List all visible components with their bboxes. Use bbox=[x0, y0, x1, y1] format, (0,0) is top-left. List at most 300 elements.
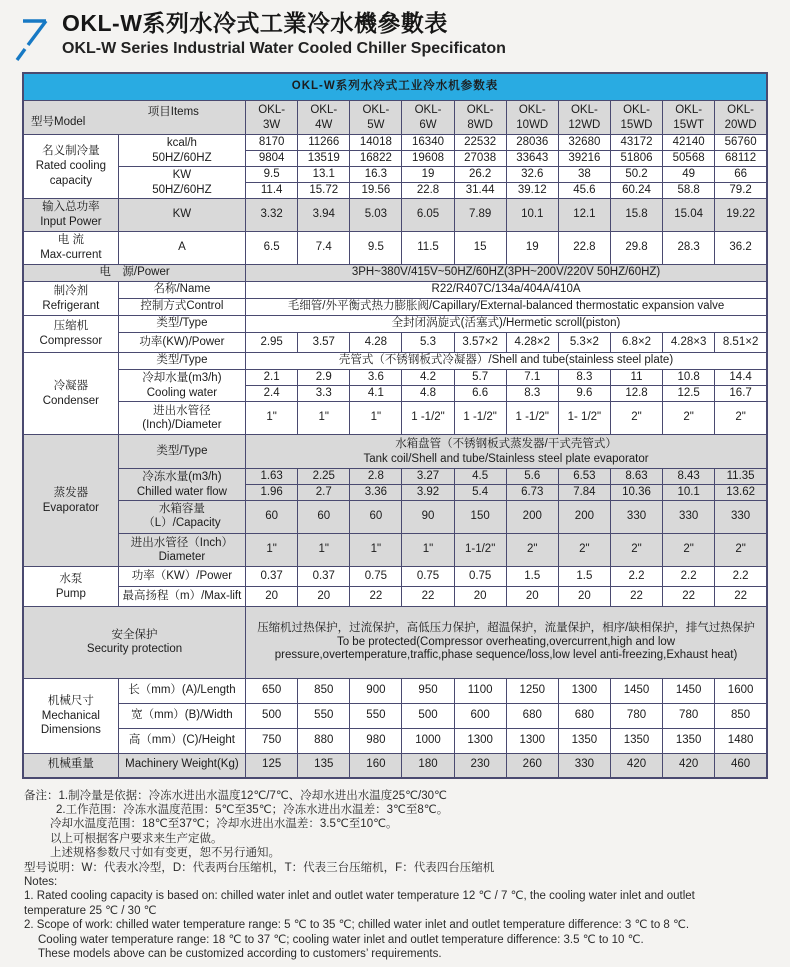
cell: 330 bbox=[610, 501, 662, 534]
note-en-line: Cooling water temperature range: 18 ℃ to 37 ℃; cooling water inlet and outlet temperature difference: 3.5 ℃ to 10 ℃. bbox=[38, 933, 644, 946]
row-evaporator-diameter bbox=[23, 534, 767, 567]
cell: 22 bbox=[402, 587, 454, 607]
cell: 8.3 bbox=[558, 370, 610, 386]
label-zh: 蒸发器 bbox=[53, 486, 89, 499]
cell: 20 bbox=[506, 587, 558, 607]
cell: 8.43 bbox=[663, 469, 715, 485]
cell: 180 bbox=[402, 754, 454, 778]
model-line1: OKL- bbox=[466, 104, 494, 117]
cell: 680 bbox=[506, 704, 558, 729]
cell: 550 bbox=[350, 704, 402, 729]
note-en-line: 1. Rated cooling capacity is based on: chilled water inlet and outlet water temperature 12 ℃ / 7 ℃, the cooling water inlet and outlet bbox=[24, 890, 695, 903]
cell: 22532 bbox=[454, 135, 506, 151]
model-header bbox=[558, 101, 610, 135]
model-line1: OKL- bbox=[414, 104, 442, 117]
compressor-type-value: 全封闭涡旋式(活塞式)/Hermetic scroll(piston) bbox=[246, 316, 767, 333]
cell: 58.8 bbox=[663, 183, 715, 199]
model-line2: 5W bbox=[367, 118, 385, 131]
section-label-refrigerant bbox=[23, 282, 118, 316]
cell: 200 bbox=[506, 501, 558, 534]
page-title-en: OKL-W Series Industrial Water Cooled Chiller Specificaton bbox=[62, 40, 506, 57]
cell: 19 bbox=[402, 167, 454, 183]
note-en-line: These models above can be customized according to customers’ requirements. bbox=[38, 947, 442, 960]
section-label-pump bbox=[23, 567, 118, 607]
cell: 45.6 bbox=[558, 183, 610, 199]
cell: 1100 bbox=[454, 679, 506, 704]
model-line2: 12WD bbox=[568, 118, 601, 131]
spec-table bbox=[22, 72, 768, 779]
corner-model-label: 型号Model bbox=[31, 116, 86, 129]
cell: 2.2 bbox=[715, 567, 767, 587]
cell: 2" bbox=[663, 534, 715, 567]
cell: 4.28×2 bbox=[506, 333, 558, 353]
model-header bbox=[246, 101, 298, 135]
cell: 33643 bbox=[506, 151, 558, 167]
cell: 11.35 bbox=[715, 469, 767, 485]
unit-line2: Diameter bbox=[158, 551, 206, 563]
label-en: Security protection bbox=[86, 642, 183, 655]
cell: 56760 bbox=[715, 135, 767, 151]
section-label-security bbox=[23, 607, 246, 679]
cell: 2.4 bbox=[246, 386, 298, 402]
cell: 1000 bbox=[402, 729, 454, 754]
unit-line2: Chilled water flow bbox=[136, 485, 227, 498]
cell: 26.2 bbox=[454, 167, 506, 183]
label-zh: 压缩机 bbox=[53, 320, 89, 333]
cell: 66 bbox=[715, 167, 767, 183]
cell: 8170 bbox=[246, 135, 298, 151]
cell: 1300 bbox=[506, 729, 558, 754]
item-label-cond-diameter bbox=[118, 402, 245, 435]
cell: 4.2 bbox=[402, 370, 454, 386]
cell: 3.36 bbox=[350, 485, 402, 501]
cell: 31.44 bbox=[454, 183, 506, 199]
cell: 750 bbox=[246, 729, 298, 754]
cell: 11266 bbox=[298, 135, 350, 151]
cell: 420 bbox=[663, 754, 715, 778]
refrigerant-name-value: R22/R407C/134a/404A/410A bbox=[246, 282, 767, 299]
note-zh-line: 上述规格参数尺寸如有变更，恕不另行通知。 bbox=[50, 847, 280, 860]
cell: 460 bbox=[715, 754, 767, 778]
unit-line2: Cooling water bbox=[146, 386, 218, 399]
cell: 4.1 bbox=[350, 386, 402, 402]
cell: 27038 bbox=[454, 151, 506, 167]
cell: 9.6 bbox=[558, 386, 610, 402]
label-zh: 输入总功率 bbox=[42, 201, 100, 214]
type-line1: 水箱盘管（不锈钢板式蒸发器/干式壳管式） bbox=[395, 438, 617, 451]
evaporator-type-value bbox=[246, 435, 767, 469]
model-line2: 8WD bbox=[467, 118, 493, 131]
unit-line1: 进出水管径（Inch） bbox=[130, 536, 234, 549]
cell: 15.04 bbox=[663, 199, 715, 232]
row-chilled-water-50hz bbox=[23, 469, 767, 485]
model-line2: 10WD bbox=[516, 118, 549, 131]
cell: 2.95 bbox=[246, 333, 298, 353]
note-en-line: Notes: bbox=[24, 875, 58, 888]
cell: 7.89 bbox=[454, 199, 506, 232]
cell: 0.75 bbox=[454, 567, 506, 587]
cell: 1300 bbox=[454, 729, 506, 754]
cell: 980 bbox=[350, 729, 402, 754]
model-header bbox=[610, 101, 662, 135]
label-en: Rated cooling capacity bbox=[35, 160, 107, 187]
model-line1: OKL- bbox=[675, 104, 703, 117]
security-line1: 压缩机过热保护，过流保护，高低压力保护，超温保护，流量保护，相序/缺相保护，排气过热保护 bbox=[257, 621, 755, 634]
section-label-evaporator bbox=[23, 435, 118, 567]
cell: 3.92 bbox=[402, 485, 454, 501]
cell: 16.3 bbox=[350, 167, 402, 183]
row-pump-lift bbox=[23, 587, 767, 607]
cell: 3.27 bbox=[402, 469, 454, 485]
section-label-current bbox=[23, 232, 118, 265]
model-header bbox=[350, 101, 402, 135]
label-en: Input Power bbox=[40, 216, 102, 228]
section-label-input-power bbox=[23, 199, 118, 232]
cell: 780 bbox=[663, 704, 715, 729]
cell: 29.8 bbox=[610, 232, 662, 265]
cell: 2.9 bbox=[298, 370, 350, 386]
cell: 0.75 bbox=[350, 567, 402, 587]
cell: 330 bbox=[558, 754, 610, 778]
cell: 42140 bbox=[663, 135, 715, 151]
cell: 4.5 bbox=[454, 469, 506, 485]
cell: 13.62 bbox=[715, 485, 767, 501]
page-header bbox=[0, 0, 790, 62]
cell: 28.3 bbox=[663, 232, 715, 265]
row-tank-capacity bbox=[23, 501, 767, 534]
item-label-kw bbox=[118, 167, 245, 199]
model-header-row bbox=[23, 101, 767, 135]
cell: 60 bbox=[298, 501, 350, 534]
row-length bbox=[23, 679, 767, 704]
cell: 4.28×3 bbox=[663, 333, 715, 353]
section-label-condenser bbox=[23, 353, 118, 435]
cell: 0.75 bbox=[402, 567, 454, 587]
note-zh-line: 备注：1.制冷量是依据：冷冻水进出水温度12℃/7℃、冷却水进出水温度25℃/30℃ bbox=[24, 789, 447, 802]
cell: 2.2 bbox=[610, 567, 662, 587]
arrow-logo-icon bbox=[14, 10, 56, 64]
cell: 330 bbox=[663, 501, 715, 534]
cell: 1- 1/2" bbox=[558, 402, 610, 435]
cell: 9.5 bbox=[246, 167, 298, 183]
item-label-type: 类型/Type bbox=[118, 435, 245, 469]
row-cooling-water-50hz bbox=[23, 370, 767, 386]
cell: 22.8 bbox=[402, 183, 454, 199]
item-label-height: 高（mm）(C)/Height bbox=[118, 729, 245, 754]
cell: 90 bbox=[402, 501, 454, 534]
cell: 8.51×2 bbox=[715, 333, 767, 353]
cell: 420 bbox=[610, 754, 662, 778]
cell: 5.7 bbox=[454, 370, 506, 386]
cell: 1 -1/2" bbox=[506, 402, 558, 435]
cell: 135 bbox=[298, 754, 350, 778]
cell: 8.3 bbox=[506, 386, 558, 402]
item-label-comp-power: 功率(KW)/Power bbox=[118, 333, 245, 353]
cell: 1480 bbox=[715, 729, 767, 754]
cell: 8.63 bbox=[610, 469, 662, 485]
item-label-length: 长（mm）(A)/Length bbox=[118, 679, 245, 704]
note-zh-line: 2.工作范围：冷冻水温度范围：5℃至35℃；冷冻水进出水温差：3℃至8℃。 bbox=[56, 803, 449, 816]
cell: 1.5 bbox=[558, 567, 610, 587]
model-header bbox=[298, 101, 350, 135]
label-en: Evaporator bbox=[42, 501, 99, 514]
type-line2: Tank coil/Shell and tube/Stainless steel plate evaporator bbox=[363, 452, 649, 465]
notes-block bbox=[24, 789, 790, 962]
model-header bbox=[715, 101, 767, 135]
cell: 11 bbox=[610, 370, 662, 386]
cell: 20 bbox=[558, 587, 610, 607]
item-label-type: 类型/Type bbox=[118, 353, 245, 370]
model-line1: OKL- bbox=[362, 104, 390, 117]
corner-header-cell bbox=[23, 101, 246, 135]
model-line2: 3W bbox=[263, 118, 281, 131]
model-line2: 20WD bbox=[724, 118, 757, 131]
cell: 16.7 bbox=[715, 386, 767, 402]
refrigerant-control-value: 毛细管/外平衡式热力膨胀阀/Capillary/External-balanced thermostatic expansion valve bbox=[246, 299, 767, 316]
note-en-line: 2. Scope of work: chilled water temperature range: 5 ℃ to 35 ℃; chilled water inlet and outlet temperature difference: 3 ℃ to 8 ℃. bbox=[24, 919, 690, 932]
cell: 22 bbox=[663, 587, 715, 607]
cell: 12.5 bbox=[663, 386, 715, 402]
cell: 1" bbox=[298, 534, 350, 567]
cell: 900 bbox=[350, 679, 402, 704]
table-caption: OKL-W系列水冷式工业冷水机参数表 bbox=[23, 73, 767, 101]
cell: 1.96 bbox=[246, 485, 298, 501]
row-evaporator-type bbox=[23, 435, 767, 469]
cell: 2.7 bbox=[298, 485, 350, 501]
cell: 32.6 bbox=[506, 167, 558, 183]
cell: 68112 bbox=[715, 151, 767, 167]
item-label-input-unit: KW bbox=[118, 199, 245, 232]
cell: 15 bbox=[454, 232, 506, 265]
cell: 3.6 bbox=[350, 370, 402, 386]
note-zh-line: 型号说明：W：代表水冷型，D：代表两台压缩机，T：代表三台压缩机，F：代表四台压缩机 bbox=[24, 861, 495, 874]
section-label-cooling bbox=[23, 135, 118, 199]
corner-items-label: 项目Items bbox=[147, 106, 199, 118]
cell: 600 bbox=[454, 704, 506, 729]
cell: 1" bbox=[350, 402, 402, 435]
cell: 9804 bbox=[246, 151, 298, 167]
cell: 11.4 bbox=[246, 183, 298, 199]
cell: 500 bbox=[402, 704, 454, 729]
note-zh-line: 以上可根据客户要求来生产定做。 bbox=[50, 832, 223, 845]
cell: 28036 bbox=[506, 135, 558, 151]
cell: 1450 bbox=[663, 679, 715, 704]
cell: 680 bbox=[558, 704, 610, 729]
cell: 2" bbox=[610, 534, 662, 567]
page-titles bbox=[62, 8, 506, 60]
unit-line1: 冷冻水量(m3/h) bbox=[142, 471, 222, 484]
model-header bbox=[506, 101, 558, 135]
cell: 5.3×2 bbox=[558, 333, 610, 353]
cell: 200 bbox=[558, 501, 610, 534]
item-label-width: 宽（mm）(B)/Width bbox=[118, 704, 245, 729]
cell: 22 bbox=[715, 587, 767, 607]
cell: 20 bbox=[246, 587, 298, 607]
cell: 2" bbox=[506, 534, 558, 567]
cell: 5.3 bbox=[402, 333, 454, 353]
unit-line1: 冷却水量(m3/h) bbox=[142, 372, 222, 385]
row-refrigerant-name bbox=[23, 282, 767, 299]
cell: 22 bbox=[350, 587, 402, 607]
section-label-dimensions bbox=[23, 679, 118, 754]
power-supply-label: 电 源/Power bbox=[23, 265, 246, 282]
cell: 1" bbox=[350, 534, 402, 567]
cell: 50568 bbox=[663, 151, 715, 167]
cell: 2" bbox=[558, 534, 610, 567]
item-label-name: 名称/Name bbox=[118, 282, 245, 299]
cell: 3.57×2 bbox=[454, 333, 506, 353]
item-label-current-unit: A bbox=[118, 232, 245, 265]
cell: 36.2 bbox=[715, 232, 767, 265]
row-condenser-type bbox=[23, 353, 767, 370]
cell: 160 bbox=[350, 754, 402, 778]
row-width bbox=[23, 704, 767, 729]
item-label-control: 控制方式Control bbox=[118, 299, 245, 316]
cell: 49 bbox=[663, 167, 715, 183]
model-line1: OKL- bbox=[727, 104, 755, 117]
cell: 6.53 bbox=[558, 469, 610, 485]
cell: 9.5 bbox=[350, 232, 402, 265]
unit-line2: 50HZ/60HZ bbox=[152, 183, 212, 196]
model-header bbox=[454, 101, 506, 135]
cell: 39.12 bbox=[506, 183, 558, 199]
cell: 43172 bbox=[610, 135, 662, 151]
row-max-current bbox=[23, 232, 767, 265]
cell: 3.3 bbox=[298, 386, 350, 402]
item-label-type: 类型/Type bbox=[118, 316, 245, 333]
model-header bbox=[663, 101, 715, 135]
label-zh: 制冷剂 bbox=[53, 284, 89, 297]
cell: 60 bbox=[350, 501, 402, 534]
cell: 1450 bbox=[610, 679, 662, 704]
item-label-pump-power: 功率（KW）/Power bbox=[118, 567, 245, 587]
model-line1: OKL- bbox=[258, 104, 286, 117]
row-height bbox=[23, 729, 767, 754]
cell: 1.5 bbox=[506, 567, 558, 587]
cell: 2" bbox=[715, 402, 767, 435]
cell: 6.8×2 bbox=[610, 333, 662, 353]
cell: 4.8 bbox=[402, 386, 454, 402]
row-kw-50hz bbox=[23, 167, 767, 183]
item-label-capacity: 水箱容量（L）/Capacity bbox=[118, 501, 245, 534]
cell: 15.72 bbox=[298, 183, 350, 199]
cell: 330 bbox=[715, 501, 767, 534]
cell: 3.94 bbox=[298, 199, 350, 232]
cell: 2.1 bbox=[246, 370, 298, 386]
cell: 6.5 bbox=[246, 232, 298, 265]
cell: 79.2 bbox=[715, 183, 767, 199]
cell: 230 bbox=[454, 754, 506, 778]
cell: 19 bbox=[506, 232, 558, 265]
cell: 780 bbox=[610, 704, 662, 729]
cell: 5.4 bbox=[454, 485, 506, 501]
unit-line1: kcal/h bbox=[166, 137, 197, 150]
item-label-evap-diameter bbox=[118, 534, 245, 567]
row-refrigerant-control bbox=[23, 299, 767, 316]
cell: 32680 bbox=[558, 135, 610, 151]
cell: 38 bbox=[558, 167, 610, 183]
cell: 2.25 bbox=[298, 469, 350, 485]
cell: 1350 bbox=[610, 729, 662, 754]
cell: 6.73 bbox=[506, 485, 558, 501]
item-label-kcal bbox=[118, 135, 245, 167]
cell: 1300 bbox=[558, 679, 610, 704]
cell: 20 bbox=[298, 587, 350, 607]
cell: 500 bbox=[246, 704, 298, 729]
cell: 16340 bbox=[402, 135, 454, 151]
cell: 60.24 bbox=[610, 183, 662, 199]
row-pump-power bbox=[23, 567, 767, 587]
model-line1: OKL- bbox=[310, 104, 338, 117]
row-security-protection bbox=[23, 607, 767, 679]
row-power-supply bbox=[23, 265, 767, 282]
cell: 1" bbox=[246, 402, 298, 435]
section-label-compressor bbox=[23, 316, 118, 353]
cell: 260 bbox=[506, 754, 558, 778]
row-kcal-50hz bbox=[23, 135, 767, 151]
row-compressor-type bbox=[23, 316, 767, 333]
cell: 880 bbox=[298, 729, 350, 754]
row-condenser-diameter bbox=[23, 402, 767, 435]
cell: 6.6 bbox=[454, 386, 506, 402]
cell: 7.4 bbox=[298, 232, 350, 265]
cell: 150 bbox=[454, 501, 506, 534]
cell: 850 bbox=[298, 679, 350, 704]
model-line2: 6W bbox=[419, 118, 437, 131]
cell: 11.5 bbox=[402, 232, 454, 265]
model-line1: OKL- bbox=[623, 104, 650, 117]
cell: 14.4 bbox=[715, 370, 767, 386]
cell: 950 bbox=[402, 679, 454, 704]
cell: 19.22 bbox=[715, 199, 767, 232]
cell: 5.03 bbox=[350, 199, 402, 232]
cell: 1" bbox=[298, 402, 350, 435]
cell: 2" bbox=[663, 402, 715, 435]
cell: 850 bbox=[715, 704, 767, 729]
model-line2: 15WD bbox=[620, 118, 653, 131]
cell: 20 bbox=[454, 587, 506, 607]
row-machinery-weight bbox=[23, 754, 767, 778]
label-en: Condenser bbox=[42, 394, 99, 407]
power-supply-value: 3PH~380V/415V~50HZ/60HZ(3PH~200V/220V 50HZ/60HZ) bbox=[246, 265, 767, 282]
cell: 22 bbox=[610, 587, 662, 607]
cell: 4.28 bbox=[350, 333, 402, 353]
cell: 39216 bbox=[558, 151, 610, 167]
cell: 550 bbox=[298, 704, 350, 729]
section-label-weight: 机械重量 bbox=[23, 754, 118, 778]
item-label-cooling-water bbox=[118, 370, 245, 402]
cell: 10.1 bbox=[663, 485, 715, 501]
label-en: Pump bbox=[55, 587, 86, 600]
cell: 1-1/2" bbox=[454, 534, 506, 567]
model-line2: 15WT bbox=[673, 118, 704, 131]
unit-line1: 进出水管径 bbox=[153, 404, 211, 417]
cell: 6.05 bbox=[402, 199, 454, 232]
cell: 15.8 bbox=[610, 199, 662, 232]
cell: 12.1 bbox=[558, 199, 610, 232]
cell: 60 bbox=[246, 501, 298, 534]
cell: 50.2 bbox=[610, 167, 662, 183]
cell: 1 -1/2" bbox=[454, 402, 506, 435]
row-input-power bbox=[23, 199, 767, 232]
cell: 125 bbox=[246, 754, 298, 778]
cell: 1" bbox=[246, 534, 298, 567]
cell: 10.1 bbox=[506, 199, 558, 232]
unit-line2: (Inch)/Diameter bbox=[142, 419, 222, 431]
security-line2: To be protected(Compressor overheating,overcurrent,high and low bbox=[336, 635, 676, 648]
cell: 0.37 bbox=[246, 567, 298, 587]
cell: 650 bbox=[246, 679, 298, 704]
